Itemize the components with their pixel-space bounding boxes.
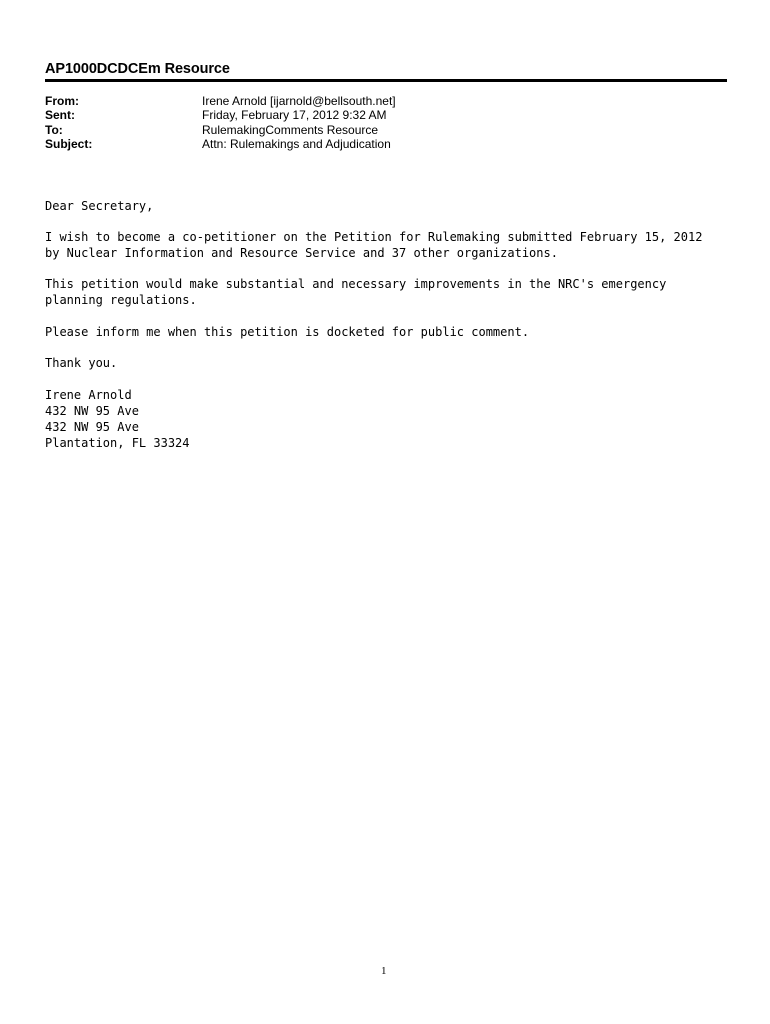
paragraph-1-line-2: by Nuclear Information and Resource Service and 37 other organizations. [45, 246, 558, 260]
subject-value: Attn: Rulemakings and Adjudication [202, 137, 391, 151]
title-rule [45, 79, 727, 82]
from-value: Irene Arnold [ijarnold@bellsouth.net] [202, 94, 396, 108]
paragraph-1-line-1: I wish to become a co-petitioner on the Petition for Rulemaking submitted February 15, 2012 [45, 230, 703, 244]
to-label: To: [45, 123, 63, 137]
sent-value: Friday, February 17, 2012 9:32 AM [202, 108, 387, 122]
subject-label: Subject: [45, 137, 93, 151]
paragraph-2-line-2: planning regulations. [45, 293, 197, 307]
sent-label: Sent: [45, 108, 75, 122]
paragraph-2-line-1: This petition would make substantial and necessary improvements in the NRC's emergency [45, 277, 667, 291]
signature-name: Irene Arnold [45, 388, 132, 402]
document-title: AP1000DCDCEm Resource [45, 61, 230, 77]
signature-city: Plantation, FL 33324 [45, 436, 190, 450]
from-label: From: [45, 94, 79, 108]
greeting: Dear Secretary, [45, 199, 154, 213]
signature-address-2: 432 NW 95 Ave [45, 420, 139, 434]
page-number: 1 [381, 965, 387, 977]
signature-address-1: 432 NW 95 Ave [45, 404, 139, 418]
paragraph-3: Please inform me when this petition is docketed for public comment. [45, 325, 530, 339]
to-value: RulemakingComments Resource [202, 123, 379, 137]
closing: Thank you. [45, 356, 118, 370]
